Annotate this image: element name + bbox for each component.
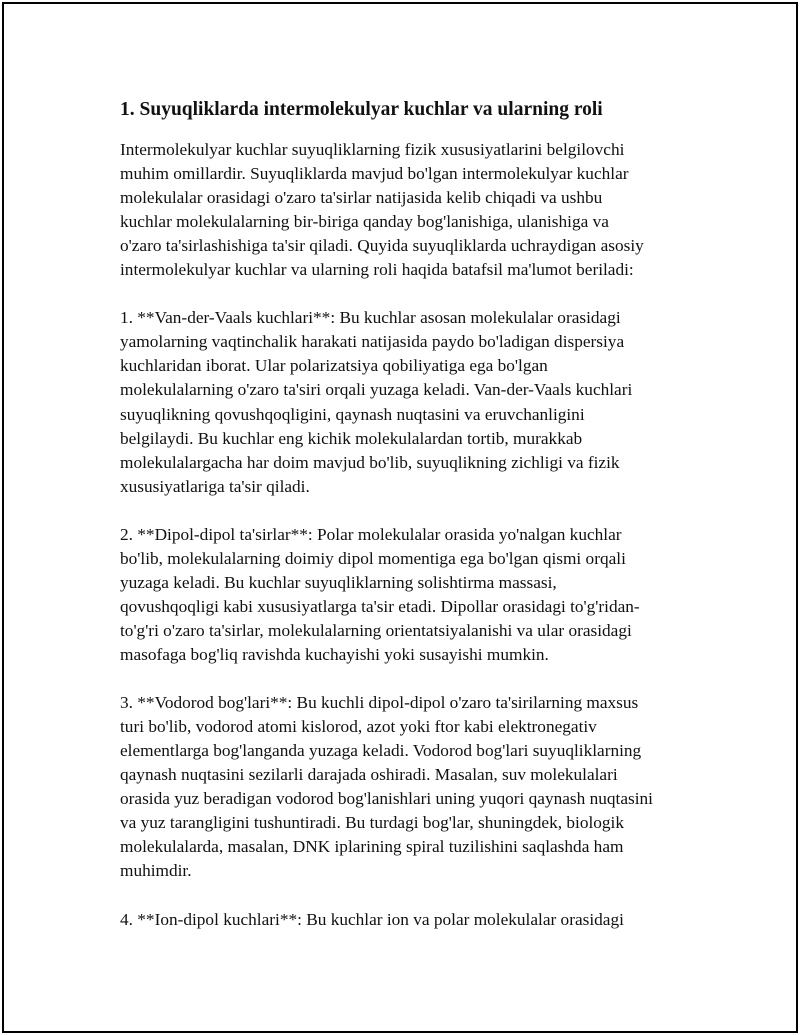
text-line: molekulalarda, masalan, DNK iplarining spiral tuzilishini saqlashda ham [120,837,624,857]
text-line: Intermolekulyar kuchlar suyuqliklarning fizik xususiyatlarini belgilovchi [120,140,625,159]
text-line: belgilaydi. Bu kuchlar eng kichik molekulalardan tortib, murakkab [120,428,583,448]
text-line: molekulalar orasidagi o'zaro ta'sirlar natijasida kelib chiqadi va ushbu [120,188,603,208]
text-line: bo'lib, molekulalarning doimiy dipol momentiga ega bo'lgan qismi orqali [120,548,626,568]
text-line: intermolekulyar kuchlar va ularning roli haqida batafsil ma'lumot beriladi: [120,260,634,280]
text-line: qaynash nuqtasini sezilarli darajada oshiradi. Masalan, suv molekulalari [120,765,618,785]
text-line: molekulalargacha har doim mavjud bo'lib, suyuqlikning zichligi va fizik [120,452,620,472]
text-line: va yuz tarangligini tushuntiradi. Bu turdagi bog'lar, shuningdek, biologik [120,813,624,833]
text-line: 4. **Ion-dipol kuchlari**: Bu kuchlar ion va polar molekulalar orasidagi [120,909,624,929]
text-line: orasida yuz beradigan vodorod bog'lanishlari uning yuqori qaynash nuqtasini [120,789,653,809]
paragraph-ion-dipole [120,908,720,932]
text-line: muhim omillardir. Suyuqliklarda mavjud bo'lgan intermolekulyar kuchlar [120,164,629,184]
text-line: kuchlar molekulalarning bir-biriga qanday bog'lanishiga, ulanishiga va [120,212,609,232]
text-line: o'zaro ta'sirlashishiga ta'sir qiladi. Quyida suyuqliklarda uchraydigan asosiy [120,236,644,256]
document-content [120,94,720,956]
text-line: 3. **Vodorod bog'lari**: Bu kuchli dipol-dipol o'zaro ta'sirilarning maxsus [120,693,639,713]
text-line: turi bo'lib, vodorod atomi kislorod, azot yoki ftor kabi elektronegativ [120,717,597,737]
text-line: suyuqlikning qovushqoqligini, qaynash nuqtasini va eruvchanligini [120,404,585,424]
text-line: xususiyatlariga ta'sir qiladi. [120,476,310,496]
text-line: kuchlaridan iborat. Ular polarizatsiya qobiliyatiga ega bo'lgan [120,356,548,376]
text-line: 1. **Van-der-Vaals kuchlari**: Bu kuchlar asosan molekulalar orasidagi [120,308,621,328]
text-line: molekulalarning o'zaro ta'siri orqali yuzaga keladi. Van-der-Vaals kuchlari [120,380,633,400]
paragraph-intro [120,138,720,282]
paragraph-dipole-dipole [120,523,720,667]
page-frame [2,2,798,1033]
text-line: yuzaga keladi. Bu kuchlar suyuqliklarning solishtirma massasi, [120,572,557,592]
text-line: 2. **Dipol-dipol ta'sirlar**: Polar molekulalar orasida yo'nalgan kuchlar [120,524,622,544]
paragraph-van-der-waals [120,306,720,498]
document-title: 1. Suyuqliklarda intermolekulyar kuchlar va ularning roli [120,99,603,120]
text-line: yamolarning vaqtinchalik harakati natijasida paydo bo'ladigan dispersiya [120,332,625,352]
text-line: muhimdir. [120,861,192,881]
text-line: to'g'ri o'zaro ta'sirlar, molekulalarning orientatsiyalanishi va ular orasidagi [120,620,632,640]
paragraph-hydrogen-bonds [120,691,720,883]
text-line: elementlarga bog'langanda yuzaga keladi. Vodorod bog'lari suyuqliklarning [120,741,642,761]
text-line: masofaga bog'liq ravishda kuchayishi yoki susayishi mumkin. [120,644,549,664]
text-line: qovushqoqligi kabi xususiyatlarga ta'sir etadi. Dipollar orasidagi to'g'ridan- [120,596,640,616]
